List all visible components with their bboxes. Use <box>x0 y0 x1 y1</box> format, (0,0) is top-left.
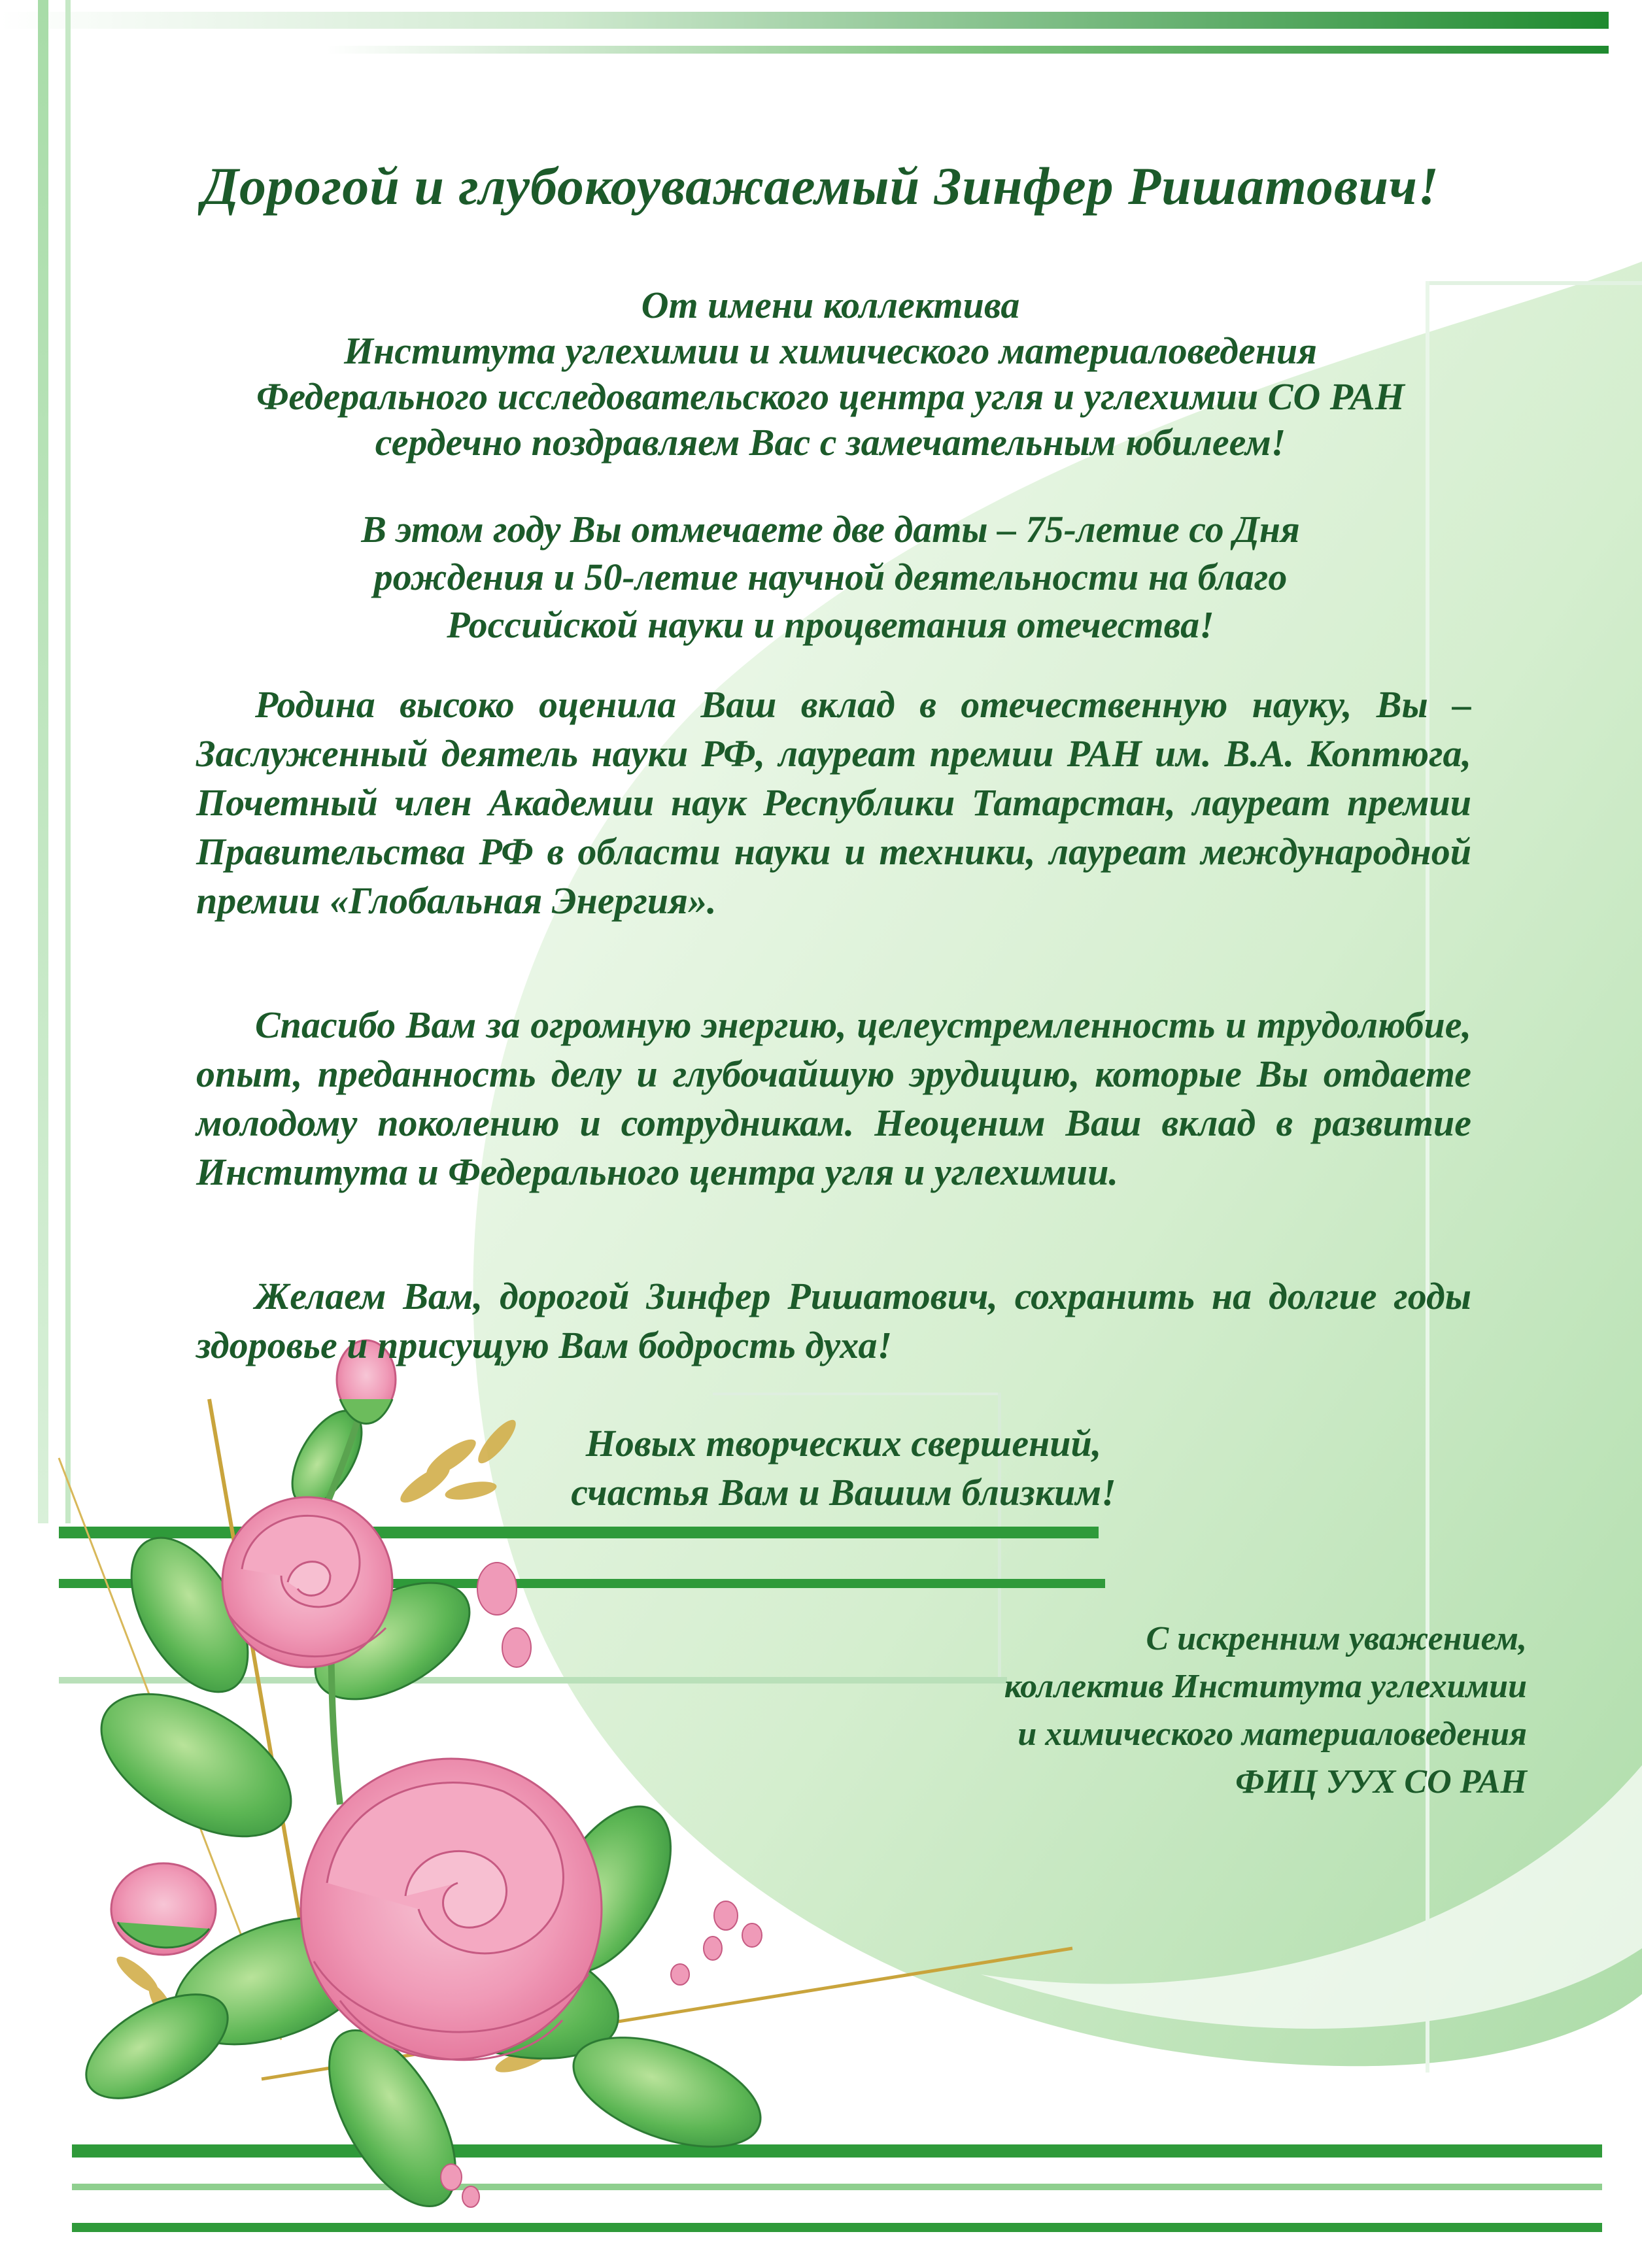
intro-line: Федерального исследовательского центра угля и углехимии СО РАН <box>256 375 1405 418</box>
intro-line: От имени коллектива <box>641 284 1020 326</box>
intro-line: Института углехимии и химического материаловедения <box>343 330 1318 372</box>
paragraph-thanks: Спасибо Вам за огромную энергию, целеустремленность и трудолюбие, опыт, преданность делу и глубочайшую эрудицию, которые Вы отдаете молодому поколению и сотрудникам. Неоценим Ваш вклад в развитие Института и Федерального центра угля и углехимии. <box>196 1004 1471 1193</box>
dates-line: Российской науки и процветания отечества! <box>447 603 1214 646</box>
intro-block <box>98 282 1563 465</box>
wish-line: Новых творческих свершений, <box>585 1422 1102 1464</box>
dates-block <box>170 505 1491 649</box>
paragraph-awards: Родина высоко оценила Ваш вклад в отечественную науку, Вы – Заслуженный деятель науки РФ, лауреат премии РАН им. В.А. Коптюга, Почетный член Академии наук Республики Татарстан, лауреат премии Правительства РФ в области науки и техники, лауреат международной премии «Глобальная Энергия». <box>196 683 1471 922</box>
wish-line: счастья Вам и Вашим близким! <box>571 1471 1116 1514</box>
signature-block <box>785 1615 1527 1806</box>
signature-line: ФИЦ УУХ СО РАН <box>1235 1763 1527 1801</box>
dates-line: В этом году Вы отмечаете две даты – 75-летие со Дня <box>361 508 1300 550</box>
letter-greeting: Дорогой и глубокоуважаемый Зинфер Ришатович! <box>201 156 1440 216</box>
intro-line: сердечно поздравляем Вас с замечательным юбилеем! <box>375 421 1286 464</box>
signature-line: коллектив Института углехимии <box>1004 1668 1527 1705</box>
dates-line: рождения и 50-летие научной деятельности на благо <box>373 556 1288 598</box>
closing-wish <box>458 1419 1229 1517</box>
signature-line: С искренним уважением, <box>1146 1620 1527 1657</box>
paragraph-wishes: Желаем Вам, дорогой Зинфер Ришатович, сохранить на долгие годы здоровье и присущую Вам бодрость духа! <box>196 1275 1471 1366</box>
signature-line: и химического материаловедения <box>1018 1716 1527 1753</box>
